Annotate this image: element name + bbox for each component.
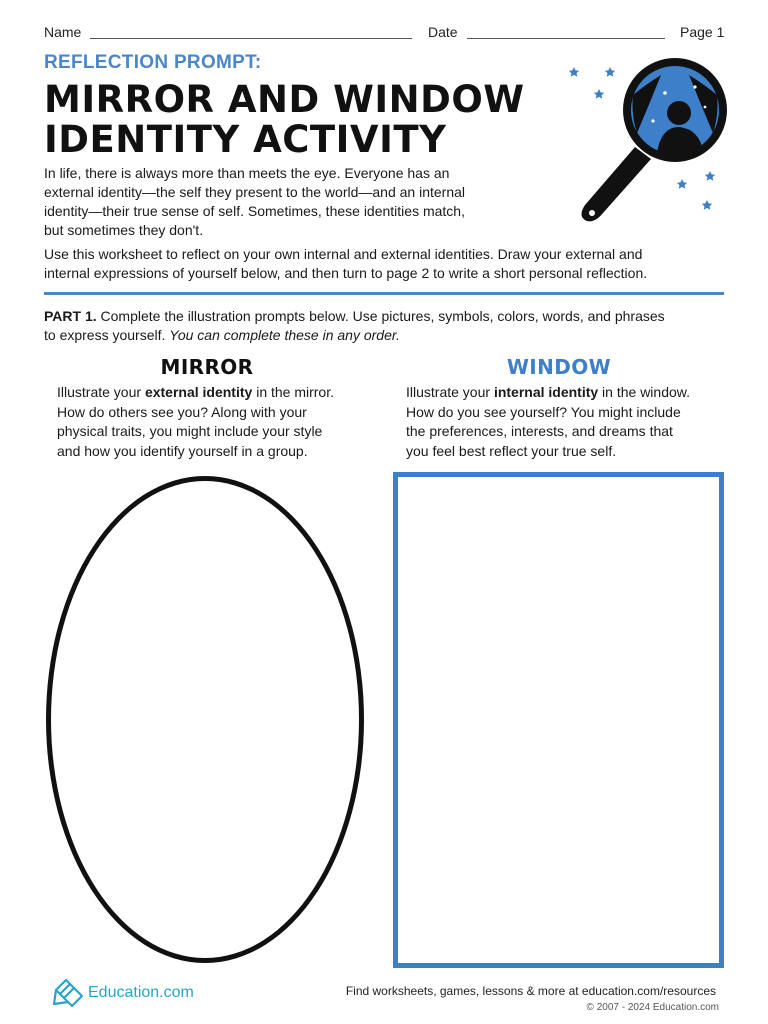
intro-line: external identity—the self they present to the world—and an internal — [44, 184, 466, 200]
mirror-line: physical traits, you might include your style — [57, 423, 323, 439]
mirror-heading: MIRROR — [160, 355, 254, 379]
hand-mirror-illustration — [565, 55, 730, 225]
mirror-line: How do others see you? Along with your — [57, 403, 307, 420]
mirror-text-pre: Illustrate your — [57, 384, 145, 400]
window-text-bold: internal identity — [493, 384, 599, 400]
footer-resources-link[interactable]: Find worksheets, games, lessons & more at education.com/resources — [345, 984, 716, 998]
intro-line: identity—their true sense of self. Sometimes, these identities match, — [44, 203, 465, 219]
window-line: the preferences, interests, and dreams that — [406, 423, 673, 439]
star-icon — [705, 171, 715, 181]
pencil-logo-icon — [52, 976, 86, 1010]
star-icon — [605, 67, 615, 77]
education-logo[interactable] — [52, 976, 194, 1010]
page-title — [44, 80, 525, 160]
mirror-drawing-area[interactable] — [46, 476, 364, 963]
intro-paragraph — [44, 164, 544, 240]
window-line: you feel best reflect your true self. — [406, 442, 617, 459]
window-heading: WINDOW — [506, 355, 612, 379]
star-icon — [569, 67, 579, 77]
instructions-line: Use this worksheet to reflect on your own internal and external identities. Draw your external and — [44, 246, 643, 262]
star-icon — [677, 179, 687, 189]
page-number: Page 1 — [680, 24, 725, 40]
section-divider — [44, 292, 724, 295]
title-line-2: IDENTITY ACTIVITY — [44, 118, 447, 161]
window-drawing-area[interactable] — [393, 472, 724, 968]
title-line-1: MIRROR AND WINDOW — [44, 78, 525, 121]
prompt-kicker: REFLECTION PROMPT: — [44, 52, 262, 73]
part1-instructions — [44, 307, 734, 345]
date-field-line[interactable] — [467, 38, 665, 39]
name-field-line[interactable] — [90, 38, 412, 39]
part1-text-2: to express yourself. — [44, 327, 166, 343]
window-text-pre: Illustrate your — [406, 384, 494, 400]
instructions-line: internal expressions of yourself below, and then turn to page 2 to write a short personal reflection. — [44, 265, 648, 281]
mirror-line: and how you identify yourself in a group. — [57, 442, 308, 459]
window-text-post: in the window. — [598, 384, 691, 400]
part1-text: Complete the illustration prompts below. Use pictures, symbols, colors, words, and phrases — [100, 308, 665, 324]
date-label: Date — [428, 24, 458, 40]
mirror-description — [57, 383, 377, 461]
intro-line: In life, there is always more than meets the eye. Everyone has an — [44, 165, 450, 181]
intro-line: but sometimes they don't. — [44, 222, 204, 238]
logo-text: Education.com — [88, 984, 194, 1001]
star-icon — [702, 200, 712, 210]
part1-label: PART 1. — [44, 308, 97, 324]
window-description — [406, 383, 736, 461]
star-icon — [594, 89, 604, 99]
footer-copyright: © 2007 - 2024 Education.com — [586, 1002, 719, 1013]
instructions-paragraph — [44, 245, 734, 283]
mirror-text-bold: external identity — [144, 384, 253, 400]
window-line: How do you see yourself? You might include — [406, 403, 681, 420]
mirror-text-post: in the mirror. — [252, 384, 335, 400]
name-label: Name — [44, 24, 82, 40]
part1-italic: You can complete these in any order. — [169, 327, 400, 343]
